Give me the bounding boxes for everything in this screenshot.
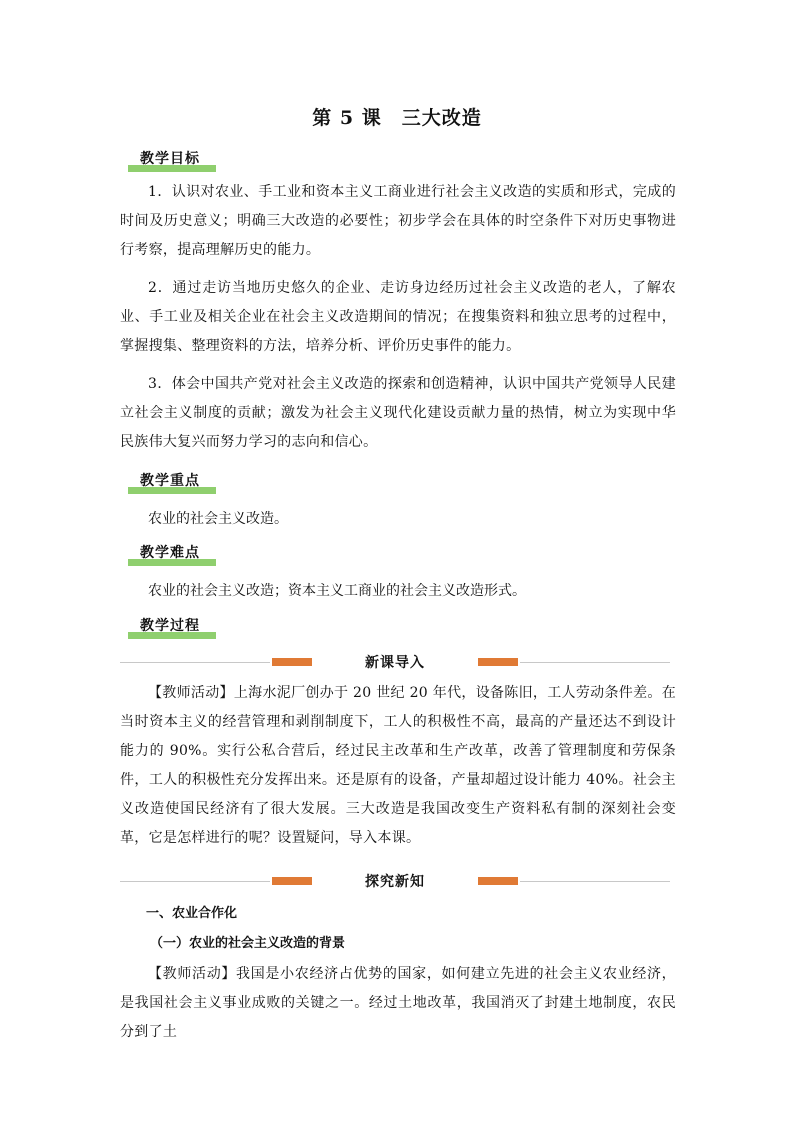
section-header-goals: [128, 150, 216, 172]
heading-level-1: 一、农业合作化: [146, 906, 238, 921]
divider-intro: [120, 653, 670, 673]
divider-block: [478, 658, 518, 666]
page-title: 第 5 课 三大改造: [312, 107, 482, 129]
heading-level-2: （一）农业的社会主义改造的背景: [150, 936, 346, 951]
divider-label: 新课导入: [365, 655, 425, 671]
section-label: 教学目标: [140, 151, 200, 167]
divider-line: [520, 662, 670, 663]
divider-block: [478, 877, 518, 885]
divider-label: 探究新知: [365, 874, 425, 890]
section-header-difficulties: [128, 544, 216, 566]
section-label: 教学过程: [140, 618, 200, 634]
goal-paragraph-3: 3．体会中国共产党对社会主义改造的探索和创造精神，认识中国共产党领导人民建立社会主义制度的贡献；激发为社会主义现代化建设贡献力量的热情，树立为实现中华民族伟大复兴而努力学习的志向和信心。: [120, 376, 676, 450]
section-header-process: [128, 617, 216, 639]
explore-paragraph: 【教师活动】我国是小农经济占优势的国家，如何建立先进的社会主义农业经济，是我国社会主义事业成败的关键之一。经过土地改革，我国消灭了封建土地制度，农民分到了土: [120, 966, 676, 1040]
goal-paragraph-1: 1．认识对农业、手工业和资本主义工商业进行社会主义改造的实质和形式，完成的时间及历史意义；明确三大改造的必要性；初步学会在具体的时空条件下对历史事物进行考察，提高理解历史的能力。: [120, 184, 676, 258]
goal-paragraph-2: 2．通过走访当地历史悠久的企业、走访身边经历过社会主义改造的老人，了解农业、手工业及相关企业在社会主义改造期间的情况；在搜集资料和独立思考的过程中，掌握搜集、整理资料的方法，培养分析、评价历史事件的能力。: [120, 280, 676, 354]
section-label: 教学难点: [140, 545, 200, 561]
section-header-key-points: [128, 472, 216, 494]
section-label: 教学重点: [140, 473, 200, 489]
divider-explore: [120, 872, 670, 892]
key-points-text: 农业的社会主义改造。: [148, 511, 288, 527]
intro-paragraph: 【教师活动】上海水泥厂创办于 20 世纪 20 年代，设备陈旧，工人劳动条件差。在当时资本主义的经营管理和剥削制度下，工人的积极性不高，最高的产量还达不到设计能力的 90%。实行公私合营后，经过民主改革和生产改革，改善了管理制度和劳保条件，工人的积极性充分发挥出来。还是原有的设备，产量却超过设计能力 40%。社会主义改造使国民经济有了很大发展。三大改造是我国改变生产资料私有制的深刻社会变革，它是怎样进行的呢？设置疑问，导入本课。: [120, 685, 676, 846]
divider-line: [520, 881, 670, 882]
difficulties-text: 农业的社会主义改造；资本主义工商业的社会主义改造形式。: [148, 583, 526, 599]
